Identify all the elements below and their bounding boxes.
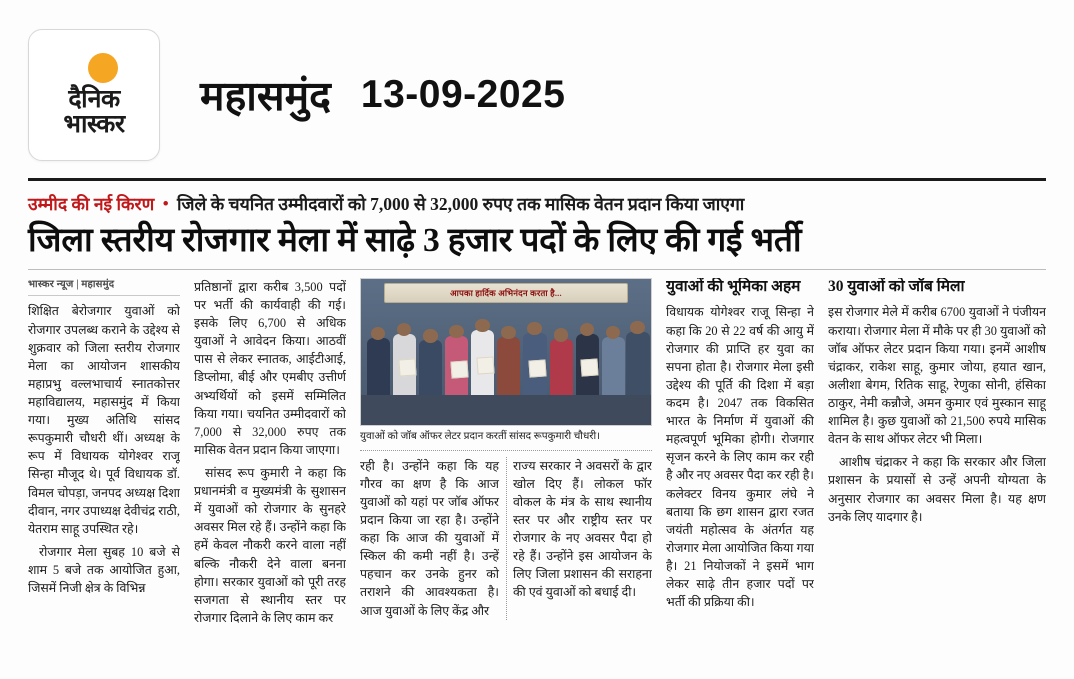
logo-line-2: भास्कर [63, 111, 125, 138]
kicker-label: उम्मीद की नई किरण [28, 194, 155, 214]
article-column-3 [360, 278, 652, 638]
kicker-bullet-icon: • [162, 194, 169, 215]
subheading-youth-role: युवाओं की भूमिका अहम [666, 277, 801, 295]
paragraph: सांसद रूप कुमारी ने कहा कि प्रधानमंत्री व मुख्यमंत्री के सुशासन में युवाओं को रोजगार के सुनहरे अवसर मिल रहे हैं। उन्होंने कहा कि हमें केवल नौकरी करने वाला नहीं बल्कि नौकरी देने वाला बनना होगा। सरकार युवाओं को पूरी तरह सजगता से स्थानीय स्तर पर रोजगार दिलाने के लिए काम कर [194, 465, 346, 625]
paragraph: राज्य सरकार ने अवसरों के द्वार खोल दिए हैं। लोकल फॉर वोकल के मंत्र के साथ स्थानीय स्तर पर और राष्ट्रीय स्तर पर रोजगार के नए अवसर पैदा हो रहे हैं। उन्होंने इस आयोजन के लिए जिला प्रशासन की सराहना की एवं युवाओं को बधाई दी। [513, 458, 652, 600]
paragraph: रही है। उन्होंने कहा कि यह गौरव का क्षण है कि आज युवाओं को यहां पर जॉब ऑफर प्रदान किया जा रहा है। उन्होंने कहा कि आज की युवाओं में स्किल की कमी नहीं है। उन्हें पहचान कर उनके हुनर को तराशने की आवश्यकता है। आज युवाओं के लिए केंद्र और [360, 458, 499, 618]
event-photo [360, 278, 652, 426]
headline-divider [28, 269, 1046, 270]
paragraph: विधायक योगेश्वर राजू सिन्हा ने कहा कि 20 से 22 वर्ष की आयु में रोजगार की प्राप्ति हर युवा का सपना होता है। रोजगार मेला इसी उद्देश्य की पूर्ति की दिशा में बड़ा कदम है। 2047 तक विकसित भारत के निर्माण में युवाओं की महत्वपूर्ण भूमिका होगी। रोजगार सृजन करने के लिए काम कर रही है और नए अवसर पैदा कर रही है। कलेक्टर विनय कुमार लंघे ने बताया कि छग शासन द्वारा रजत जयंती महोत्सव के अंतर्गत यह रोजगार मेला आयोजित किया गया है। 21 नियोजकों ने इसमें भाग लेकर साढ़े तीन हजार पदों पर भर्ती की प्रक्रिया की। [666, 305, 814, 610]
photo-crowd [361, 299, 651, 403]
photo-stage [361, 395, 651, 425]
paragraph: रोजगार मेला सुबह 10 बजे से शाम 5 बजे तक आयोजित हुआ, जिसमें निजी क्षेत्र के विभिन्न [28, 544, 180, 596]
article-column-4 [666, 278, 814, 638]
photo-wrapper [360, 278, 652, 426]
dainik-bhaskar-logo [28, 29, 160, 161]
paragraph: आशीष चंद्राकर ने कहा कि सरकार और जिला प्रशासन के प्रयासों से उन्हें अपनी योग्यता के अनुसार रोजगार का अवसर मिला है। यह क्षण उनके लिए यादगार है। [828, 455, 1046, 524]
edition-city: महासमुंद [200, 73, 331, 119]
byline: भास्कर न्यूज | महासमुंद [28, 278, 180, 297]
paragraph: इस रोजगार मेले में करीब 6700 युवाओं ने पंजीयन कराया। रोजगार मेला में मौके पर ही 30 युवाओं को जॉब ऑफर लेटर प्रदान किया गया। इनमें आशीष चंद्राकर, राकेश साहू, कुमार जोया, हयात खान, अलीशा बेगम, रितिक साहू, रेणुका सोनी, हंसिका ठाकुर, नेमी कन्नौजे, अमन कुमार एवं मुस्कान साहू शामिल है। कुछ युवाओं को 21,500 रुपये मासिक वेतन के साथ ऑफर लेटर भी मिला। [828, 305, 1046, 447]
paragraph: प्रतिष्ठानों द्वारा करीब 3,500 पदों पर भर्ती की कार्यवाही की गई। इसके लिए 6,700 से अधिक युवाओं ने आवेदन किया। आठवीं पास से लेकर स्नातक, आईटीआई, डिप्लोमा, बीई और एमबीए उत्तीर्ण अभ्यर्थियों को इसमें सम्मिलित किया गया। चयनित उम्मीदवारों को 7,000 से 32,000 रुपए तक मासिक वेतन प्रदान किया जाएगा। [194, 279, 346, 457]
sun-icon [88, 53, 118, 83]
paragraph: शिक्षित बेरोजगार युवाओं को रोजगार उपलब्ध कराने के उद्देश्य से शुक्रवार को जिला स्तरीय रोजगार मेला का आयोजन शासकीय महाप्रभु वल्लभाचार्य स्नातकोत्तर महाविद्यालय, महासमुंद में किया गया। मुख्य अतिथि सांसद रूपकुमारी चौधरी थीं। अध्यक्ष के रूप में विधायक योगेश्वर राजू सिन्हा मौजूद थे। पूर्व विधायक डॉ. विमल चोपड़ा, जनपद अध्यक्ष दिशा दीवान, नगर उपाध्यक्ष देवीचंद्र राठी, येतराम साहू उपस्थित रहे। [28, 304, 180, 536]
photo-caption: युवाओं को जॉब ऑफर लेटर प्रदान करतीं सांसद रूपकुमारी चौधरी। [360, 431, 652, 451]
masthead-divider [28, 178, 1046, 181]
subheading-jobs-given: 30 युवाओं को जॉब मिला [828, 277, 965, 295]
kicker-text: जिले के चयनित उम्मीदवारों को 7,000 से 32,000 रुपए तक मासिक वेतन प्रदान किया जाएगा [176, 194, 745, 214]
masthead [0, 0, 1074, 178]
photo-banner-text: आपका हार्दिक अभिनंदन करता है... [384, 283, 628, 303]
article-column-5 [828, 278, 1046, 638]
headline: जिला स्तरीय रोजगार मेला में साढ़े 3 हजार पदों के लिए की गई भर्ती [28, 222, 802, 259]
article-column-1 [28, 278, 180, 638]
kicker [28, 192, 1046, 216]
article-column-2 [194, 278, 346, 638]
photo-subcolumns [360, 457, 652, 620]
edition-date: 13-09-2025 [360, 73, 566, 116]
logo-line-1: दैनिक [68, 85, 120, 113]
article-body [28, 278, 1046, 638]
